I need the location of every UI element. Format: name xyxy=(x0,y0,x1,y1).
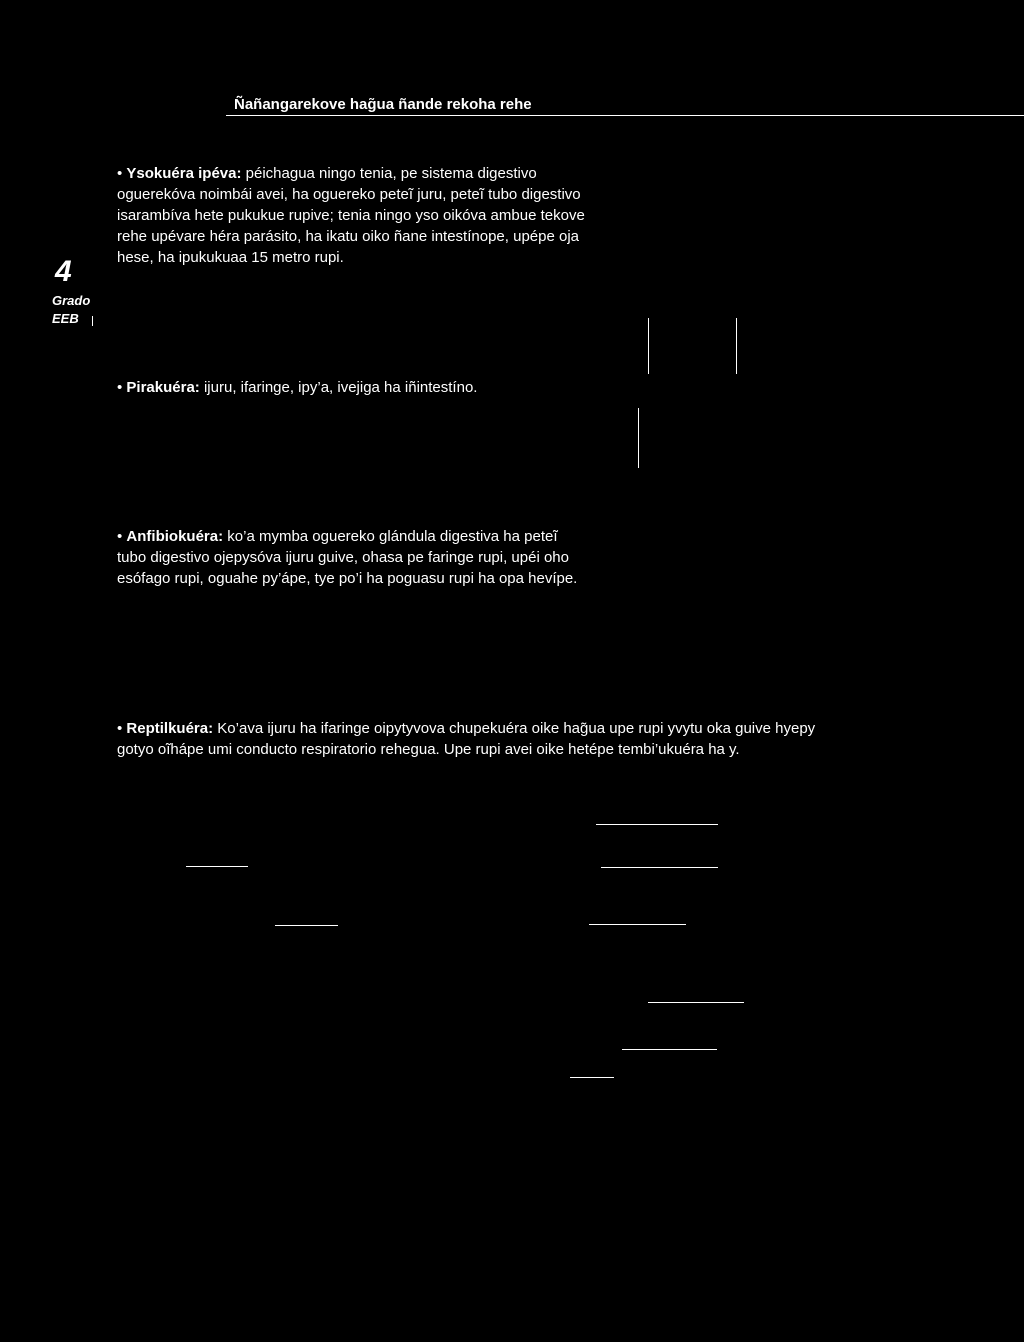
paragraph-pirakuera: • Pirakuéra: ijuru, ifaringe, ipy’a, ivejiga ha iñintestíno. xyxy=(117,379,478,396)
term-ysokuera: Ysokuéra ipéva: xyxy=(126,165,242,182)
text-ysokuera: péichagua ningo tenia, pe sistema digestivo oguerekóva noimbái avei, ha oguereko peteĩ juru, peteĩ tubo digestivo isarambíva hete pukukue rupive; tenia ningo yso oikóva ambue tekove rehe upévare héra parásito, ha ikatu oiko ñane intestínope, upépe oja hese, ha ipukukuaa 15 metro rupi. xyxy=(117,165,585,266)
text-pirakuera: ijuru, ifaringe, ipy’a, ivejiga ha iñintestíno. xyxy=(203,379,478,396)
grade-number: 4 xyxy=(55,255,72,288)
figure-line-2 xyxy=(186,866,248,867)
paragraph-ysokuera: • Ysokuéra ipéva: péichagua ningo tenia, pe sistema digestivo oguerekóva noimbái avei, ha oguereko peteĩ juru, peteĩ tubo digestivo isarambíva hete pukukue rupive; tenia ningo yso oikóva ambue tekove rehe upévare héra parásito, ha ikatu oiko ñane intestínope, upépe oja hese, ha ipukukuaa 15 metro rupi. xyxy=(117,165,585,266)
text-anfibiokuera: ko’a mymba oguereko glándula digestiva ha peteĩ tubo digestivo ojepysóva ijuru guive, ohasa pe faringe rupi, upéi oho esófago rupi, oguahe py’ápe, tye po’i ha poguasu rupi ha opa hevípe. xyxy=(117,528,578,587)
term-anfibiokuera: Anfibiokuéra: xyxy=(126,528,224,545)
figure-line-5 xyxy=(589,924,686,925)
figure-line-8 xyxy=(570,1077,614,1078)
paragraph-reptilkuera: • Reptilkuéra: Ko’ava ijuru ha ifaringe oipytyvova chupekuéra oike hag̃ua upe rupi yvytu oka guive hyepy gotyo oĩhápe umi conducto respiratorio rehegua. Upe rupi avei oike hetépe tembi’ukuéra ha y. xyxy=(117,720,816,758)
figure-line-3 xyxy=(601,867,718,868)
header-rule xyxy=(226,115,1024,116)
figure-line-vertical-3 xyxy=(638,408,639,468)
figure-line-1 xyxy=(596,824,718,825)
figure-line-7 xyxy=(622,1049,717,1050)
text-reptilkuera: Ko’ava ijuru ha ifaringe oipytyvova chupekuéra oike hag̃ua upe rupi yvytu oka guive hyepy gotyo oĩhápe umi conducto respiratorio rehegua. Upe rupi avei oike hetépe tembi’ukuéra ha y. xyxy=(117,720,816,758)
figure-line-vertical-1 xyxy=(648,318,649,374)
grade-label: Grado xyxy=(52,293,91,308)
term-pirakuera: Pirakuéra: xyxy=(126,379,200,396)
side-tick xyxy=(92,316,93,326)
term-reptilkuera: Reptilkuéra: xyxy=(126,720,214,737)
level-label: EEB xyxy=(52,311,79,326)
figure-line-vertical-2 xyxy=(736,318,737,374)
paragraph-anfibiokuera: • Anfibiokuéra: ko’a mymba oguereko glándula digestiva ha peteĩ tubo digestivo ojepysóva ijuru guive, ohasa pe faringe rupi, upéi oho esófago rupi, oguahe py’ápe, tye po’i ha poguasu rupi ha opa hevípe. xyxy=(117,528,578,587)
figure-line-4 xyxy=(275,925,338,926)
page-header-title: Ñañangarekove hag̃ua ñande rekoha rehe xyxy=(234,96,532,113)
figure-line-6 xyxy=(648,1002,744,1003)
